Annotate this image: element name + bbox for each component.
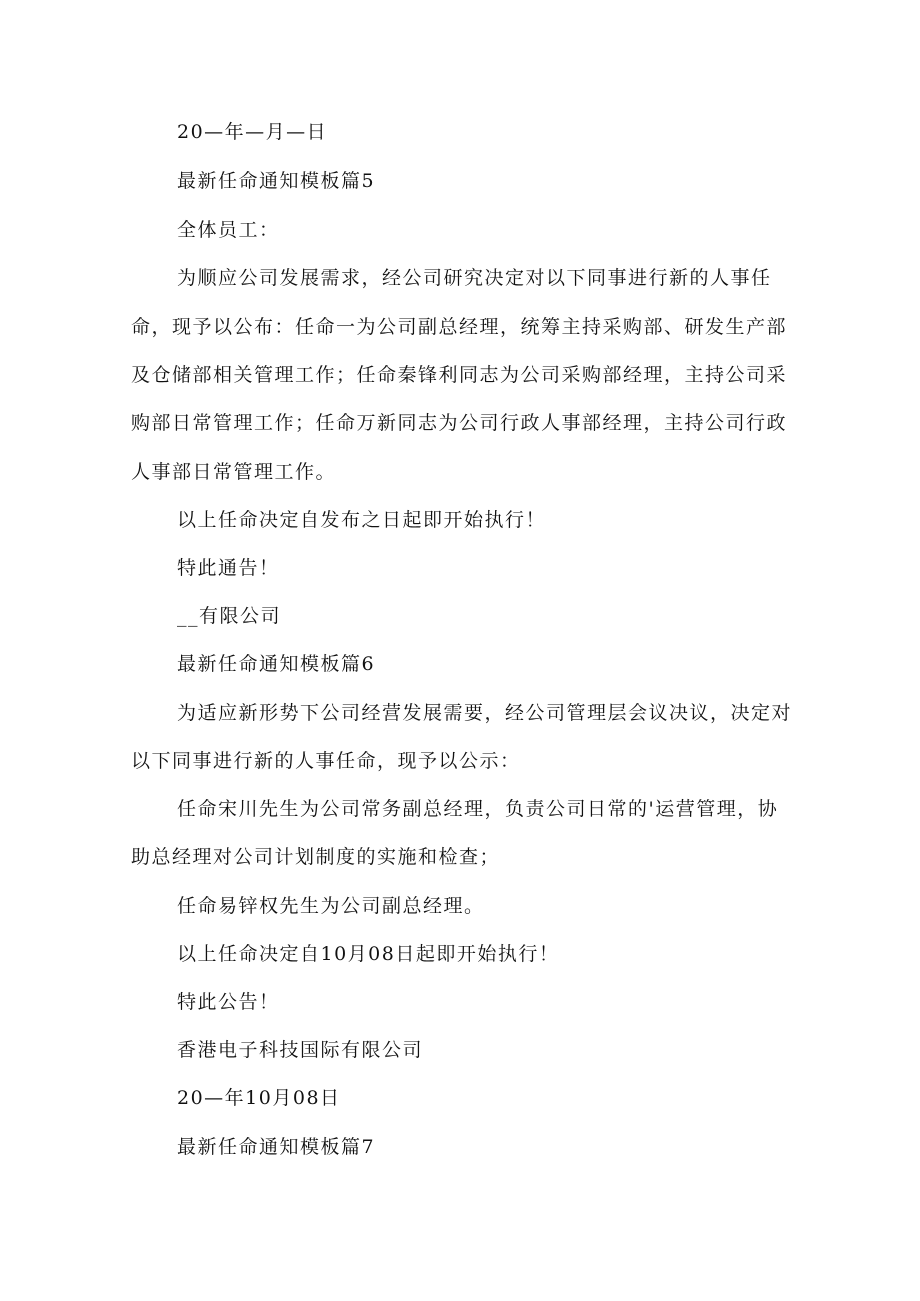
- paragraph-line: 以上任命决定自发布之日起即开始执行！: [177, 509, 547, 531]
- closing-line: 特此通告！: [177, 557, 280, 579]
- paragraph-line: 任命易锌权先生为公司副总经理。: [177, 895, 485, 917]
- salutation: 全体员工：: [177, 219, 280, 241]
- section-heading-7: 最新任命通知模板篇7: [177, 1136, 376, 1158]
- paragraph-line: 以下同事进行新的人事任命，现予以公示：: [131, 750, 521, 772]
- paragraph-line: 及仓储部相关管理工作；任命秦锋利同志为公司采购部经理，主持公司采: [131, 364, 788, 386]
- paragraph-line: 任命宋川先生为公司常务副总经理，负责公司日常的'运营管理，协: [177, 798, 779, 820]
- closing-line: 特此公告！: [177, 991, 280, 1013]
- paragraph-line: 命，现予以公布：任命一为公司副总经理，统筹主持采购部、研发生产部: [131, 316, 788, 338]
- date-line: 20—年—月—日: [177, 121, 328, 143]
- paragraph-line: 购部日常管理工作；任命万新同志为公司行政人事部经理，主持公司行政: [131, 412, 788, 434]
- date-line: 20—年10月08日: [177, 1087, 341, 1109]
- company-signature: 香港电子科技国际有限公司: [177, 1039, 424, 1061]
- section-heading-6: 最新任命通知模板篇6: [177, 653, 376, 675]
- section-heading-5: 最新任命通知模板篇5: [177, 170, 376, 192]
- paragraph-line: 为适应新形势下公司经营发展需要，经公司管理层会议决议，决定对: [177, 702, 793, 724]
- company-signature: __有限公司: [177, 605, 282, 627]
- paragraph-line: 以上任命决定自10月08日起即开始执行！: [177, 943, 560, 965]
- paragraph-line: 助总经理对公司计划制度的实施和检查；: [131, 846, 501, 868]
- paragraph-line: 为顺应公司发展需求，经公司研究决定对以下同事进行新的人事任: [177, 267, 772, 289]
- paragraph-line: 人事部日常管理工作。: [131, 461, 337, 483]
